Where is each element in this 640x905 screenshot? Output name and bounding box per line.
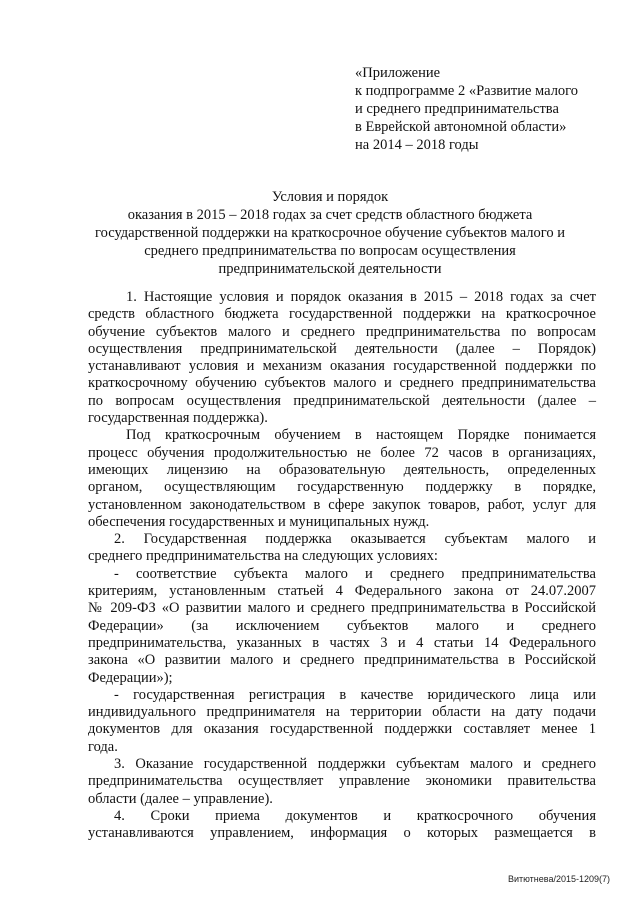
title-line: среднего предпринимательства по вопросам осуществления <box>144 243 516 259</box>
text-line: - государственная регистрация в качестве юридического лица или <box>114 686 596 703</box>
annex-line: и среднего предпринимательства <box>355 101 559 117</box>
title-line: оказания в 2015 – 2018 годах за счет средств областного бюджета <box>127 207 533 223</box>
text-line: обеспечения государственных и муниципальных нужд. <box>88 513 430 530</box>
text-line: средств областного бюджета государственной поддержки на краткосрочное <box>88 306 596 323</box>
text-line: среднего предпринимательства на следующих условиях: <box>88 548 438 565</box>
text-line: 4. Сроки приема документов и краткосрочного обучения <box>114 807 596 824</box>
paragraph-2 <box>88 427 596 531</box>
paragraph-1 <box>88 289 596 427</box>
text-line: критериям, установленным статьей 4 Федерального закона от 24.07.2007 <box>88 583 596 600</box>
paragraph-5 <box>88 687 596 756</box>
text-line: предпринимательства осуществляет управление экономики правительства <box>88 773 596 790</box>
text-line: органом, осуществляющим государственную поддержку в порядке, <box>88 479 596 496</box>
text-line: Под краткосрочным обучением в настоящем Порядке понимается <box>126 427 596 444</box>
annex-line: на 2014 – 2018 годы <box>355 137 479 153</box>
text-line: № 209-ФЗ «О развитии малого и среднего предпринимательства в Российской <box>88 600 596 617</box>
paragraph-6 <box>88 756 596 808</box>
text-line: Федерации» (за исключением субъектов малого и среднего <box>88 617 596 634</box>
text-line: 1. Настоящие условия и порядок оказания в 2015 – 2018 годах за счет <box>126 289 596 305</box>
paragraph-4 <box>88 566 596 687</box>
annex-header <box>355 64 615 154</box>
text-line: предпринимательства, указанных в частях 3 и 4 статьи 14 Федерального <box>88 634 596 651</box>
text-line: установленном законодательством в сфере закупок товаров, работ, услуг для <box>88 496 596 513</box>
annex-line: «Приложение <box>355 65 441 81</box>
text-line: Федерации»); <box>88 669 173 686</box>
text-line: имеющих лицензию на образовательную деятельность, определенных <box>88 461 596 478</box>
text-line: устанавливаются управлением, информация о которых размещается в <box>88 825 596 842</box>
text-line: закона «О развитии малого и среднего предпринимательства в Российской <box>88 652 596 669</box>
text-line: устанавливают условия и механизм оказания государственной поддержки по <box>88 358 596 375</box>
annex-line: в Еврейской автономной области» <box>355 119 567 135</box>
text-line: 3. Оказание государственной поддержки субъектам малого и среднего <box>114 756 596 773</box>
text-line: области (далее – управление). <box>88 790 273 807</box>
title-line: предпринимательской деятельности <box>218 261 442 277</box>
title-line: Условия и порядок <box>271 189 389 205</box>
text-line: краткосрочному обучению субъектов малого и среднего предпринимательства <box>88 375 596 392</box>
text-line: государственная поддержка). <box>88 410 268 427</box>
text-line: 2. Государственная поддержка оказывается субъектам малого и <box>114 531 596 548</box>
paragraph-3 <box>88 531 596 566</box>
text-line: осуществления предпринимательской деятельности (далее – Порядок) <box>88 340 596 357</box>
text-line: - соответствие субъекта малого и среднего предпринимательства <box>114 565 596 582</box>
footer-code: Витютнева/2015-1209(7) <box>507 874 610 884</box>
text-line: по вопросам осуществления предпринимательской деятельности (далее – <box>88 392 596 409</box>
title-line: государственной поддержки на краткосрочное обучение субъектов малого и <box>95 225 565 241</box>
text-line: документов для оказания государственной поддержки составляет менее 1 <box>88 721 596 738</box>
paragraph-7 <box>88 808 596 843</box>
text-line: обучение субъектов малого и среднего предпринимательства по вопросам <box>88 323 596 340</box>
document-body <box>88 289 596 843</box>
text-line: процесс обучения продолжительностью не более 72 часов в организациях, <box>88 444 596 461</box>
document-title <box>60 188 600 278</box>
text-line: индивидуального предпринимателя на территории области на дату подачи <box>88 704 596 721</box>
annex-line: к подпрограмме 2 «Развитие малого <box>355 83 579 99</box>
text-line: года. <box>88 738 118 755</box>
